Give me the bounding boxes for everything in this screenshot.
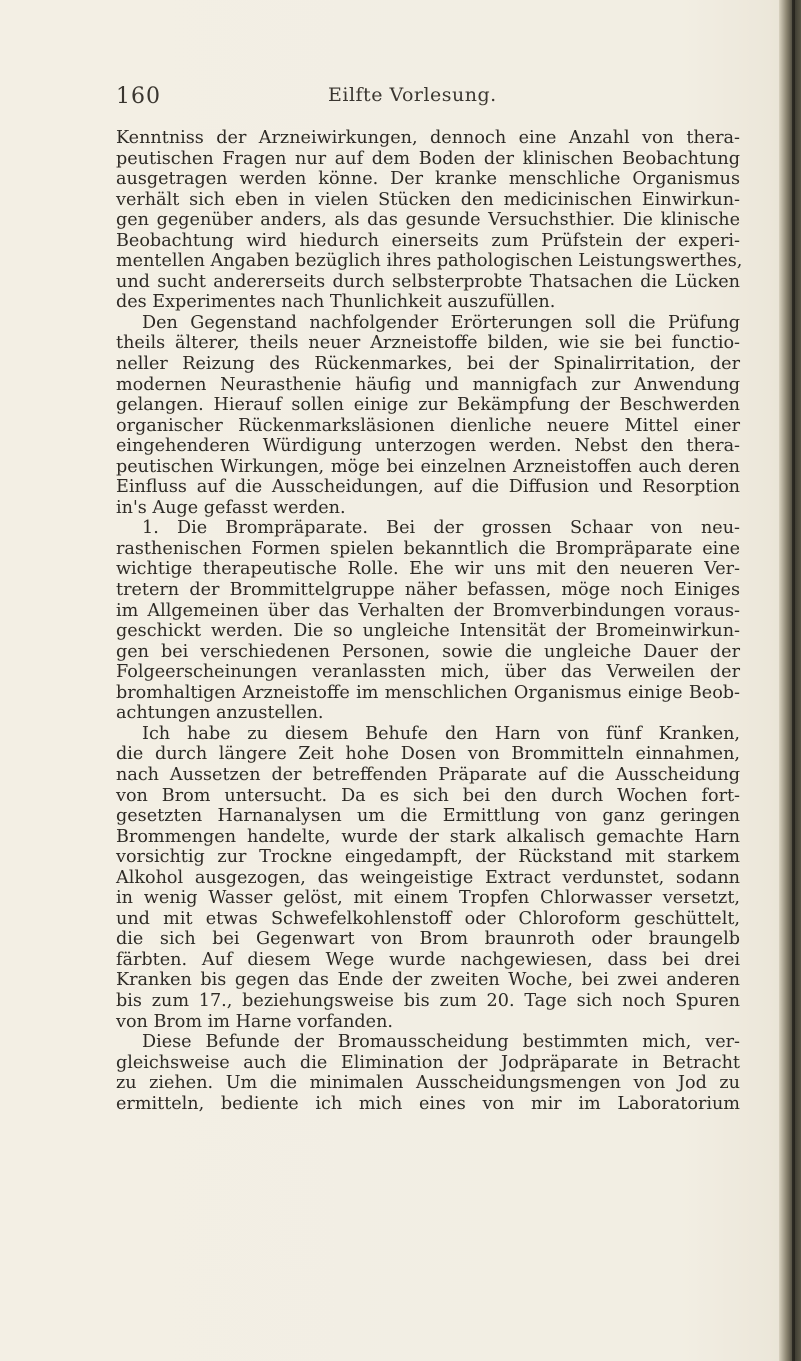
text-line: gen bei verschiedenen Personen, sowie die ungleiche Dauer der — [116, 641, 740, 662]
text-line: gesetzten Harnanalysen um die Ermittlung von ganz geringen — [116, 806, 740, 827]
text-line: peutischen Fragen nur auf dem Boden der klinischen Beobachtung — [116, 148, 740, 169]
section-heading-line: 1. Die Brompräparate. Bei der grossen Schaar von neu- — [142, 518, 740, 539]
text-line: im Allgemeinen über das Verhalten der Bromverbindungen voraus- — [116, 600, 740, 621]
text-line: rasthenischen Formen spielen bekanntlich die Brompräparate eine — [116, 538, 740, 559]
book-spine-edge — [779, 0, 801, 1361]
text-line: ausgetragen werden könne. Der kranke menschliche Organismus — [116, 169, 740, 190]
text-line: Den Gegenstand nachfolgender Erörterungen soll die Prüfung — [142, 312, 740, 333]
text-line: bromhaltigen Arzneistoffe im menschlichen Organismus einige Beob- — [116, 682, 740, 703]
text-line: Brommengen handelte, wurde der stark alkalisch gemachte Harn — [116, 826, 740, 847]
page-number: 160 — [116, 84, 161, 109]
text-line: gen gegenüber anders, als das gesunde Versuchsthier. Die klinische — [116, 210, 740, 231]
running-title: Eilfte Vorlesung. — [328, 84, 497, 106]
text-line: von Brom im Harne vorfanden. — [116, 1011, 394, 1032]
text-line: die durch längere Zeit hohe Dosen von Brommitteln einnahmen, — [116, 744, 740, 765]
text-line: nach Aussetzen der betreffenden Präparate auf die Ausscheidung — [116, 764, 740, 785]
text-line: die sich bei Gegenwart von Brom braunroth oder braungelb — [116, 929, 740, 950]
text-line: modernen Neurasthenie häufig und mannigfach zur Anwendung — [116, 374, 740, 395]
text-line: neller Reizung des Rückenmarkes, bei der Spinalirritation, der — [116, 354, 740, 375]
text-line: theils älterer, theils neuer Arzneistoffe bilden, wie sie bei functio- — [116, 333, 740, 354]
text-line: Ich habe zu diesem Behufe den Harn von fünf Kranken, — [142, 723, 740, 744]
text-line: peutischen Wirkungen, möge bei einzelnen Arzneistoffen auch deren — [116, 456, 740, 477]
text-line: gelangen. Hierauf sollen einige zur Bekämpfung der Beschwerden — [116, 395, 740, 416]
text-line: Kenntniss der Arzneiwirkungen, dennoch eine Anzahl von thera- — [116, 128, 740, 148]
text-line: vorsichtig zur Trockne eingedampft, der Rückstand mit starkem — [116, 847, 740, 868]
body-text — [116, 128, 743, 1114]
text-line: mentellen Angaben bezüglich ihres pathologischen Leistungswerthes, — [116, 251, 743, 272]
text-line: des Experimentes nach Thunlichkeit auszufüllen. — [116, 292, 556, 313]
text-line: Kranken bis gegen das Ende der zweiten Woche, bei zwei anderen — [116, 970, 740, 991]
text-line: achtungen anzustellen. — [116, 703, 324, 724]
text-line: organischer Rückenmarksläsionen dienliche neuere Mittel einer — [116, 415, 740, 436]
text-line: und mit etwas Schwefelkohlenstoff oder Chloroform geschüttelt, — [116, 908, 740, 929]
text-line: bis zum 17., beziehungsweise bis zum 20. Tage sich noch Spuren — [116, 990, 740, 1011]
text-line: verhält sich eben in vielen Stücken den medicinischen Einwirkun- — [116, 189, 740, 210]
text-line: in wenig Wasser gelöst, mit einem Tropfen Chlorwasser versetzt, — [116, 888, 740, 909]
text-line: von Brom untersucht. Da es sich bei den durch Wochen fort- — [116, 785, 740, 806]
text-line: tretern der Brommittelgruppe näher befassen, möge noch Einiges — [116, 580, 740, 601]
page-header — [116, 84, 736, 114]
text-line: ermitteln, bediente ich mich eines von mir im Laboratorium — [116, 1093, 740, 1114]
text-line: geschickt werden. Die so ungleiche Intensität der Bromeinwirkun- — [116, 621, 740, 642]
text-line: Folgeerscheinungen veranlassten mich, über das Verweilen der — [116, 662, 740, 683]
text-line: Einfluss auf die Ausscheidungen, auf die Diffusion und Resorption — [116, 477, 740, 498]
text-line: wichtige therapeutische Rolle. Ehe wir uns mit den neueren Ver- — [116, 559, 740, 580]
text-line: in's Auge gefasst werden. — [116, 497, 346, 518]
text-line: eingehenderen Würdigung unterzogen werden. Nebst den thera- — [116, 436, 740, 457]
text-line: färbten. Auf diesem Wege wurde nachgewiesen, dass bei drei — [116, 949, 740, 970]
text-line: Beobachtung wird hiedurch einerseits zum Prüfstein der experi- — [116, 230, 740, 251]
text-line: Alkohol ausgezogen, das weingeistige Extract verdunstet, sodann — [116, 867, 740, 888]
book-spine-shadow — [792, 0, 795, 1361]
text-line: und sucht andererseits durch selbsterprobte Thatsachen die Lücken — [116, 271, 740, 292]
text-line: Diese Befunde der Bromausscheidung bestimmten mich, ver- — [142, 1032, 740, 1053]
text-line: gleichsweise auch die Elimination der Jodpräparate in Betracht — [116, 1052, 740, 1073]
text-line: zu ziehen. Um die minimalen Ausscheidungsmengen von Jod zu — [116, 1073, 740, 1094]
